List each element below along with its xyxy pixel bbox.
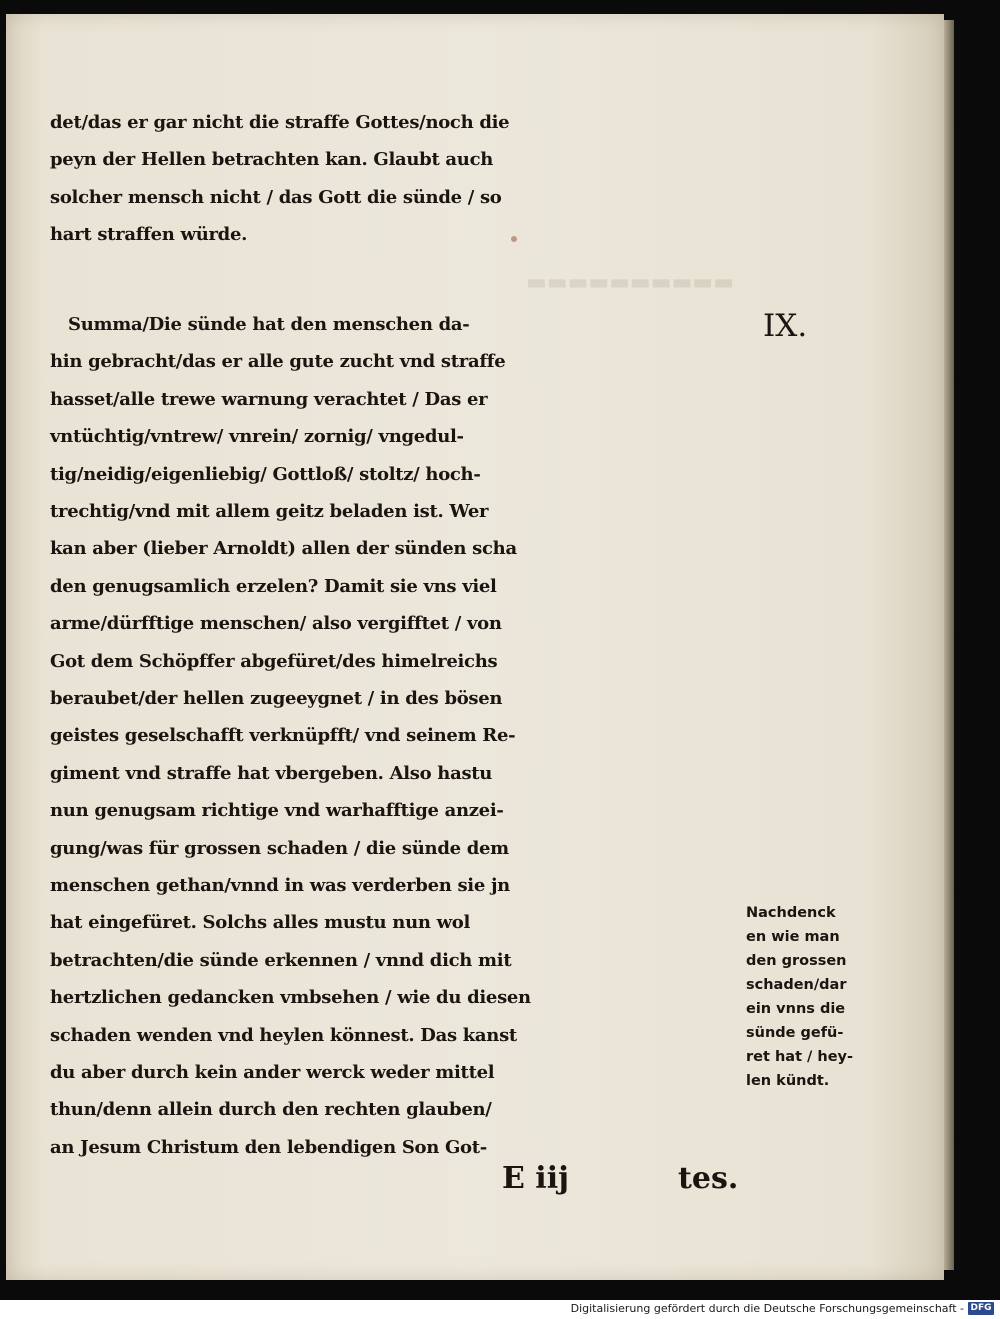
- text-line: det/das er gar nicht die straffe Gottes/noch die: [50, 112, 510, 133]
- text-line: arme/dürfftige menschen/ also vergifftet / von: [50, 613, 502, 635]
- text-line: vntüchtig/vntrew/ vnrein/ zornig/ vngedul-: [50, 426, 464, 448]
- text-line: menschen gethan/vnnd in was verderben sie jn: [50, 875, 510, 896]
- text-line: den genugsamlich erzelen? Damit sie vns viel: [50, 575, 497, 597]
- text-line: betrachten/die sünde erkennen / vnnd dich mit: [50, 949, 512, 971]
- marginal-note-line: Nachdenck: [746, 905, 836, 921]
- text-line: solcher mensch nicht / das Gott die sünde / so: [50, 186, 502, 208]
- text-line: [50, 254, 750, 292]
- catchword: tes.: [678, 1161, 739, 1196]
- text-line: hin gebracht/das er alle gute zucht vnd straffe: [50, 351, 506, 373]
- text-line: Summa/Die sünde hat den menschen da-: [68, 314, 470, 335]
- text-line: schaden wenden vnd heylen könnest. Das kanst: [50, 1024, 517, 1046]
- text-line: trechtig/vnd mit allem geitz beladen ist. Wer: [50, 501, 489, 522]
- text-line: peyn der Hellen betrachten kan. Glaubt auch: [50, 149, 494, 171]
- bleed-through: ▬▬▬▬▬▬▬▬▬▬: [526, 269, 734, 295]
- text-line: an Jesum Christum den lebendigen Son Got-: [50, 1136, 487, 1158]
- marginal-note-line: ein vnns die: [746, 1001, 846, 1017]
- marginal-note-line: den grossen: [746, 953, 847, 969]
- chapter-numeral: IX.: [763, 308, 808, 344]
- dfg-logo: DFG: [968, 1302, 994, 1315]
- marginal-note-line: ret hat / hey-: [746, 1049, 854, 1065]
- text-line: kan aber (lieber Arnoldt) allen der sünden scha: [50, 538, 517, 560]
- text-line: hat eingefüret. Solchs alles mustu nun wol: [50, 912, 471, 934]
- signature-mark: E iij: [502, 1161, 569, 1196]
- marginal-note-line: sünde gefü-: [746, 1025, 844, 1041]
- footer-credit: Digitalisierung gefördert durch die Deutsche Forschungsgemeinschaft -: [570, 1302, 964, 1315]
- marginal-note-line: schaden/dar: [746, 977, 847, 993]
- text-line: gung/was für grossen schaden / die sünde dem: [50, 837, 509, 859]
- marginal-note-line: len kündt.: [746, 1073, 830, 1089]
- marginal-note: [746, 901, 881, 1093]
- text-line: hertzlichen gedancken vmbsehen / wie du diesen: [50, 987, 531, 1009]
- text-line: tig/neidig/eigenliebig/ Gottloß/ stoltz/ hoch-: [50, 463, 481, 485]
- text-line: nun genugsam richtige vnd warhafftige anzei-: [50, 800, 504, 822]
- text-line: hasset/alle trewe warnung verachtet / Das er: [50, 388, 488, 410]
- marginal-note-line: en wie man: [746, 929, 840, 945]
- text-line: giment vnd straffe hat vbergeben. Also hastu: [50, 762, 493, 784]
- text-line: thun/denn allein durch den rechten glauben/: [50, 1099, 492, 1121]
- text-line: hart straffen würde.: [50, 224, 248, 246]
- text-line: beraubet/der hellen zugeeygnet / in des bösen: [50, 688, 503, 709]
- text-line: du aber durch kein ander werck weder mittel: [50, 1062, 495, 1083]
- text-line: Got dem Schöpffer abgefüret/des himelreichs: [50, 650, 498, 672]
- text-line: geistes geselschafft verknüpfft/ vnd seinem Re-: [50, 725, 516, 747]
